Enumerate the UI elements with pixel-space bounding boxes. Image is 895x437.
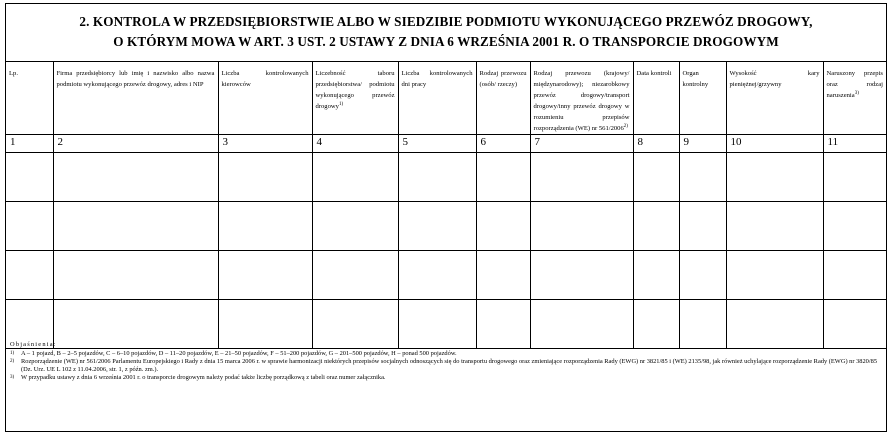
footnote: [10, 358, 882, 374]
table-cell[interactable]: [679, 251, 726, 300]
table-cell[interactable]: [823, 202, 886, 251]
table-cell[interactable]: [726, 153, 823, 202]
column-number: 10: [726, 135, 823, 153]
footnote: [10, 350, 882, 358]
table-cell[interactable]: [476, 251, 530, 300]
table-cell[interactable]: [633, 251, 679, 300]
table-cell[interactable]: [53, 202, 218, 251]
table-cell[interactable]: [633, 202, 679, 251]
column-number: 6: [476, 135, 530, 153]
title-line-1: 2. KONTROLA W PRZEDSIĘBIORSTWIE ALBO W SIEDZIBIE PODMIOTU WYKONUJĄCEGO PRZEWÓZ DROGOWY,: [79, 14, 813, 29]
header-cell-rodzaj-przewozu: Rodzaj przewozu (osób/ rzeczy): [476, 62, 530, 135]
header-cell-data: Data kontroli: [633, 62, 679, 135]
table-cell[interactable]: [823, 153, 886, 202]
control-table: [6, 62, 886, 349]
column-number: 5: [398, 135, 476, 153]
column-number: 4: [312, 135, 398, 153]
table-cell[interactable]: [679, 153, 726, 202]
footnote-text: A – 1 pojazd, B – 2–5 pojazdów, C – 6–10 pojazdów, D – 11–20 pojazdów, E – 21–50 pojazdów, F – 51–200 pojazdów, G – 201–500 pojazdów, H – ponad 500 pojazdów.: [21, 350, 457, 357]
table-cell[interactable]: [53, 153, 218, 202]
header-cell-rodzaj-przewozu-krajowy: Rodzaj przewozu (krajowy/ międzynarodowy); niezarobkowy przewóz drogowy/transport drogowy/inny przewóz drogowy w rozumieniu przepisów rozporządzenia (WE) nr 561/2006$^{2)}$: [530, 62, 633, 135]
header-cell-organ: Organ kontrolny: [679, 62, 726, 135]
table-row: [6, 202, 886, 251]
footnote-number: 3): [10, 375, 15, 380]
table-cell[interactable]: [726, 251, 823, 300]
table-cell[interactable]: [398, 202, 476, 251]
table-row: [6, 153, 886, 202]
table-cell[interactable]: [218, 202, 312, 251]
footnote-ref: 2): [623, 123, 628, 129]
header-cell-kara: Wysokość kary pieniężnej/grzywny: [726, 62, 823, 135]
column-number: 3: [218, 135, 312, 153]
table-cell[interactable]: [476, 153, 530, 202]
column-number: 1: [6, 135, 53, 153]
table-cell[interactable]: [53, 251, 218, 300]
footnote-number: 1): [10, 351, 15, 356]
form-frame: [5, 3, 887, 432]
title-line-2: O KTÓRYM MOWA W ART. 3 UST. 2 USTAWY Z DNIA 6 WRZEŚNIA 2001 R. O TRANSPORCIE DROGOWYM: [113, 34, 779, 49]
table-cell[interactable]: [218, 153, 312, 202]
footnote-number: 2): [10, 359, 15, 364]
footnote-ref: 1): [338, 101, 344, 107]
explanations: [6, 334, 886, 382]
header-cell-naruszenie: Naruszony przepis oraz rodzaj naruszenia$^{3)}$: [823, 62, 886, 135]
header-cell-lp: Lp.: [6, 62, 53, 135]
footnote-ref: 3): [854, 90, 859, 96]
column-number: 7: [530, 135, 633, 153]
column-number: 11: [823, 135, 886, 153]
column-number: 9: [679, 135, 726, 153]
table-cell[interactable]: [6, 202, 53, 251]
table-cell[interactable]: [312, 202, 398, 251]
table-cell[interactable]: [312, 153, 398, 202]
header-cell-dni: Liczba kontrolowanych dni pracy: [398, 62, 476, 135]
header-row: [6, 62, 886, 135]
table-cell[interactable]: [398, 153, 476, 202]
table-row: [6, 251, 886, 300]
table-cell[interactable]: [312, 251, 398, 300]
header-cell-firma: Firma przedsiębiorcy lub imię i nazwisko albo nazwa podmiotu wykonującego przewóz drogowy, adres i NIP: [53, 62, 218, 135]
explanations-heading: Objaśnienia:: [10, 341, 57, 348]
table-cell[interactable]: [530, 251, 633, 300]
table-cell[interactable]: [530, 202, 633, 251]
header-cell-kierowcy: Liczba kontrolowanych kierowców: [218, 62, 312, 135]
footnote-text: W przypadku ustawy z dnia 6 września 2001 r. o transporcie drogowym należy podać także liczbę porządkową z tabeli oraz numer załącznika.: [21, 374, 386, 381]
table-cell[interactable]: [530, 153, 633, 202]
table-cell[interactable]: [633, 153, 679, 202]
footnote: [10, 374, 882, 382]
table-cell[interactable]: [6, 251, 53, 300]
table-cell[interactable]: [6, 153, 53, 202]
column-number-row: [6, 135, 886, 153]
table-cell[interactable]: [726, 202, 823, 251]
column-number: 8: [633, 135, 679, 153]
table-cell[interactable]: [398, 251, 476, 300]
table-cell[interactable]: [679, 202, 726, 251]
column-number: 2: [53, 135, 218, 153]
header-cell-tabor: Liczebność taboru przedsiębiorstwa/ podmiotu wykonującego przewóz drogowy$^{1)}$: [312, 62, 398, 135]
table-cell[interactable]: [218, 251, 312, 300]
form-title: [6, 4, 886, 62]
footnote-text: Rozporządzenie (WE) nr 561/2006 Parlamentu Europejskiego i Rady z dnia 15 marca 2006 r. w sprawie harmonizacji niektórych przepisów socjalnych odnoszących się do transportu drogowego oraz zmieniające rozporządzenia Rady (EWG) nr 3821/85 i (WE) 2135/98, jak również uchylające rozporządzenie Rady (EWG) nr 3820/85 (Dz. Urz. UE L 102 z 11.04.2006, str. 1, z późn. zm.).: [21, 358, 878, 373]
table-cell[interactable]: [823, 251, 886, 300]
table-cell[interactable]: [476, 202, 530, 251]
